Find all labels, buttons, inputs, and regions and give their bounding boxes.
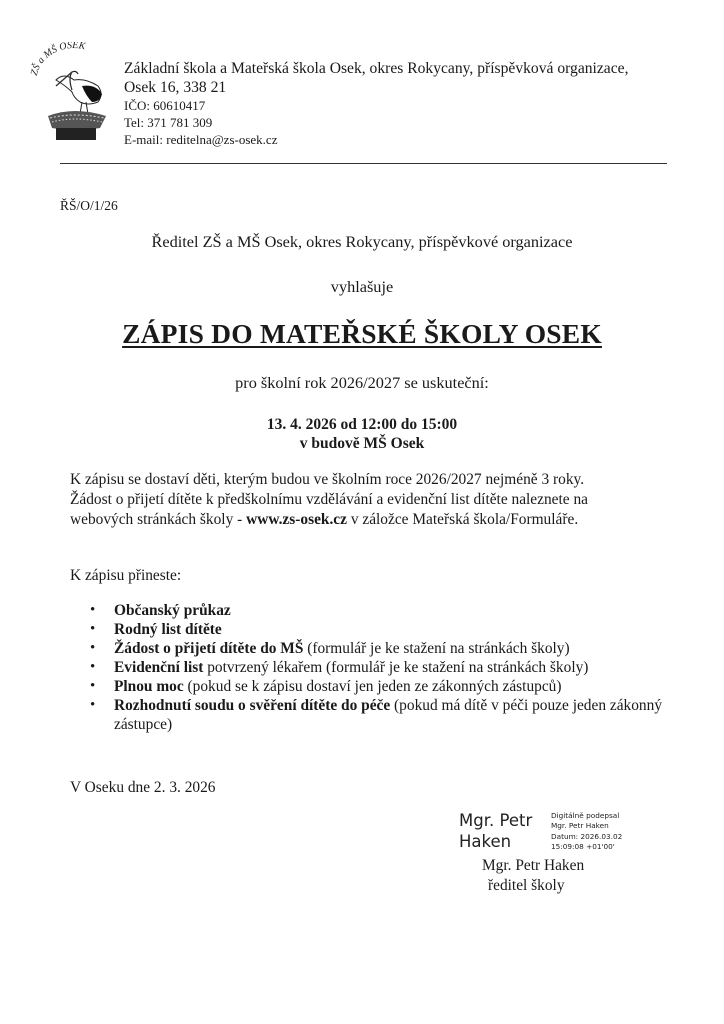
info-line-3-pre: webových stránkách školy -	[70, 511, 247, 528]
signature-signed-label: Digitálně podepsal	[551, 811, 620, 820]
printed-name: Mgr. Petr Haken	[482, 857, 585, 874]
digital-signature-name-line2: Haken	[459, 832, 512, 851]
school-header	[124, 59, 628, 148]
organization-address: Osek 16, 338 21	[124, 79, 227, 96]
organization-phone: Tel: 371 781 309	[124, 115, 213, 130]
digital-signature-name	[459, 810, 532, 852]
place-date: V Oseku dne 2. 3. 2026	[70, 779, 216, 796]
svg-text:ZŠ a MŠ OSEK: ZŠ a MŠ OSEK	[28, 42, 87, 77]
signature-time: 15:09:08 +01'00'	[551, 841, 615, 851]
list-item	[90, 696, 690, 734]
info-line-3	[70, 510, 700, 530]
bring-label: K zápisu přineste:	[70, 567, 182, 584]
signature-signer: Mgr. Petr Haken	[551, 821, 609, 831]
school-year-line: pro školní rok 2026/2027 se uskuteční:	[235, 373, 489, 392]
list-item-bold: Rozhodnutí soudu o svěření dítěte do péče	[114, 697, 391, 714]
organization-email: E-mail: reditelna@zs-osek.cz	[124, 132, 278, 147]
school-logo	[26, 42, 122, 142]
website-link[interactable]: www.zs-osek.cz	[246, 511, 347, 528]
document-reference: ŘŠ/O/1/26	[60, 198, 118, 213]
announces-line: vyhlašuje	[330, 277, 394, 296]
list-item	[90, 620, 690, 639]
list-item-bold: Plnou moc	[114, 678, 184, 695]
digital-signature-name-line1: Mgr. Petr	[459, 811, 533, 830]
list-item	[90, 677, 690, 696]
list-item-bold: Rodný list dítěte	[114, 621, 222, 638]
info-line-1: K zápisu se dostaví děti, kterým budou ve školním roce 2026/2027 nejméně 3 roky.	[70, 471, 585, 488]
list-item-bold: Žádost o přijetí dítěte do MŠ	[114, 640, 304, 657]
info-line-2: Žádost o přijetí dítěte k předškolnímu vzdělávání a evidenční list dítěte naleznete na	[70, 491, 588, 508]
list-item-note: (pokud má dítě v péči pouze jeden zákonný zástupce)	[114, 697, 663, 733]
stork-on-nest-logo-icon	[26, 42, 122, 142]
list-item-bold: Občanský průkaz	[114, 602, 231, 619]
event-venue: v budově MŠ Osek	[299, 435, 425, 452]
printed-role: ředitel školy	[488, 877, 565, 894]
page-title	[0, 318, 724, 350]
list-item	[90, 601, 690, 620]
list-item	[90, 639, 690, 658]
event-date-time: 13. 4. 2026 od 12:00 do 15:00	[266, 416, 458, 433]
printed-signature	[482, 856, 584, 896]
organization-name: Základní škola a Mateřská škola Osek, okres Rokycany, příspěvková organizace,	[124, 60, 629, 77]
organization-ico: IČO: 60610417	[124, 98, 206, 113]
header-divider	[60, 163, 667, 164]
list-item-note: (pokud se k zápisu dostaví jen jeden ze zákonných zástupců)	[183, 678, 562, 695]
digital-signature-meta	[551, 811, 622, 852]
list-item-note: (formulář je ke stažení na stránkách školy)	[303, 640, 570, 657]
issuer-line: Ředitel ZŠ a MŠ Osek, okres Rokycany, příspěvkové organizace	[151, 232, 573, 251]
list-item-bold: Evidenční list	[114, 659, 204, 676]
page-title-text: ZÁPIS DO MATEŘSKÉ ŠKOLY OSEK	[122, 318, 602, 349]
info-paragraph	[70, 470, 700, 530]
signature-date: Datum: 2026.03.02	[551, 831, 623, 841]
required-documents-list	[90, 601, 690, 734]
info-line-3-post: v záložce Mateřská škola/Formuláře.	[346, 511, 579, 528]
list-item	[90, 658, 690, 677]
list-item-note: potvrzený lékařem (formulář je ke stažení na stránkách školy)	[203, 659, 589, 676]
